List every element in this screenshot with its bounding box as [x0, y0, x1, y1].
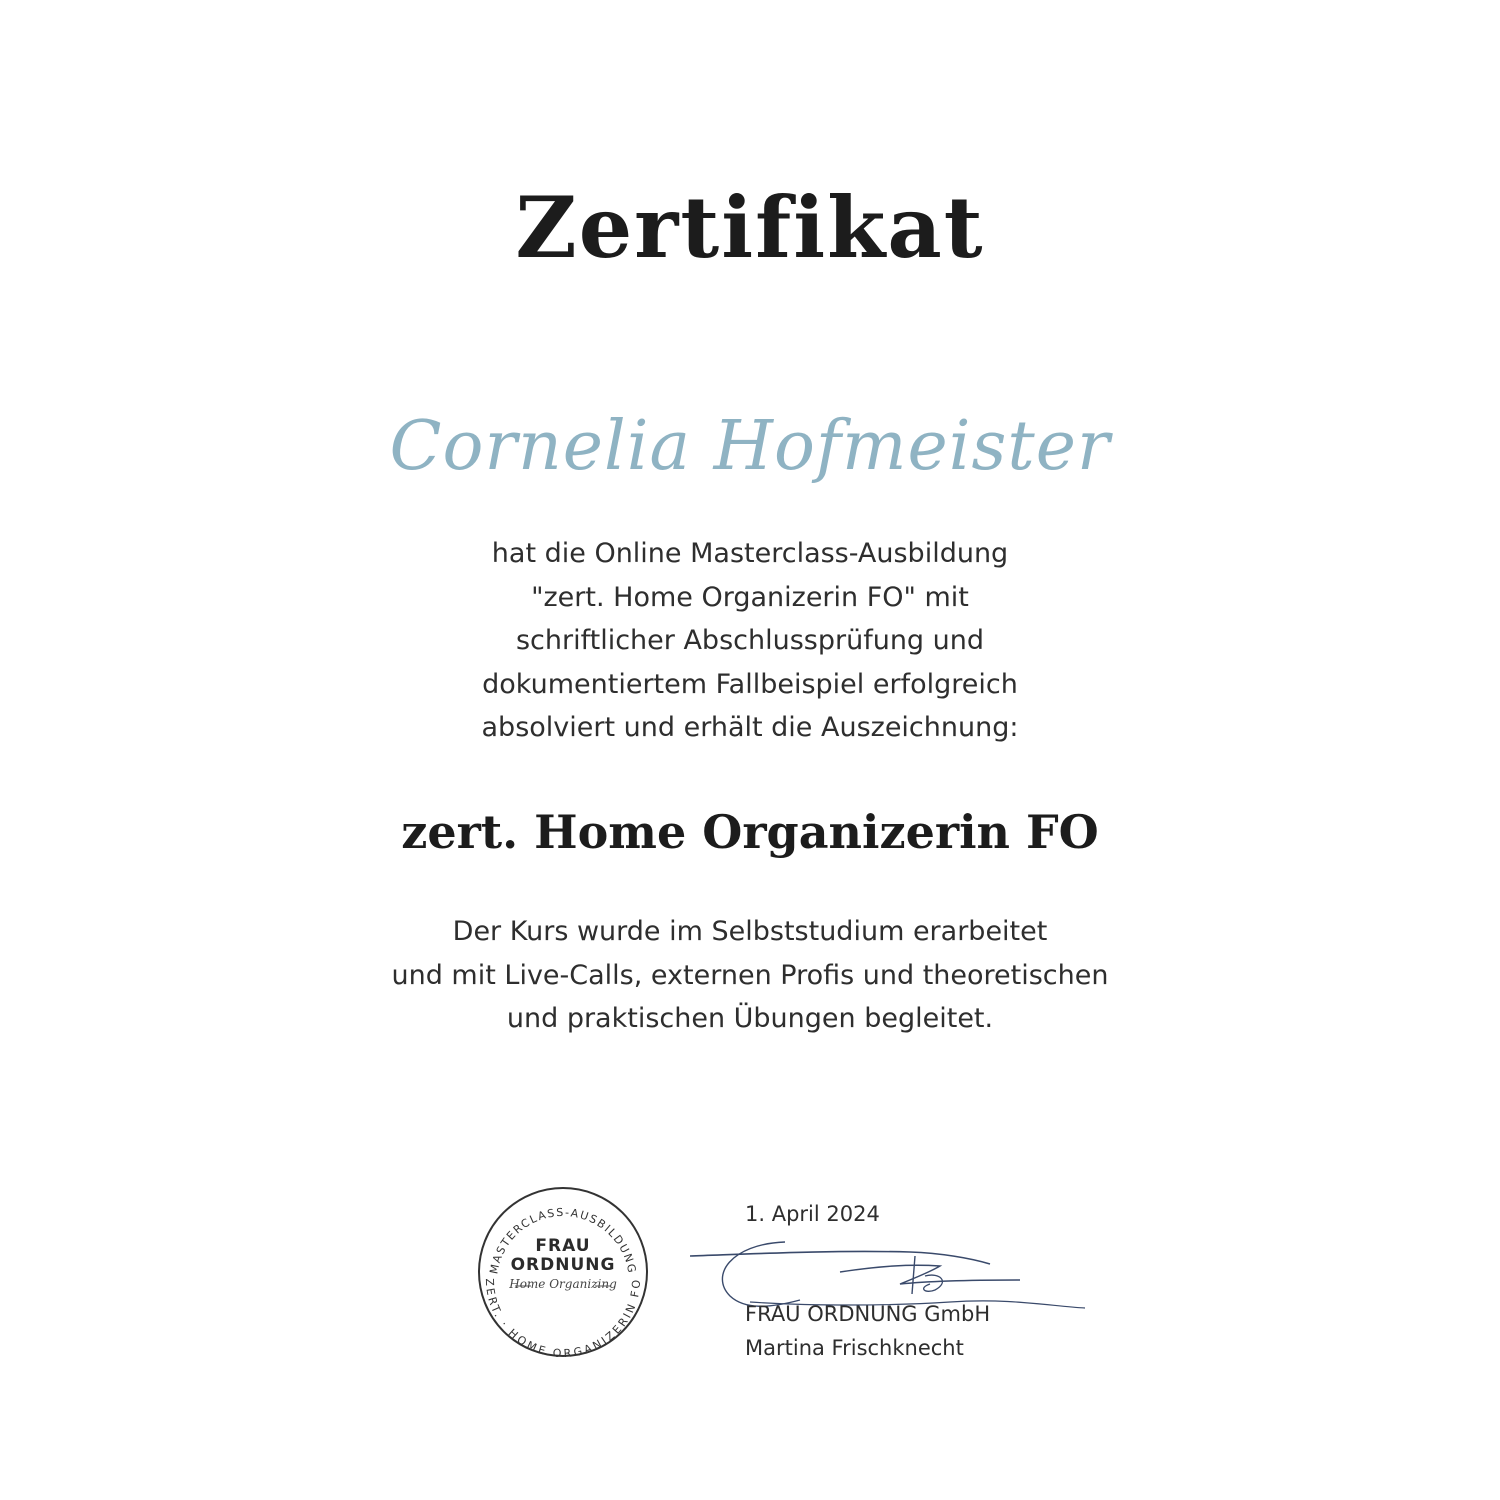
course-line: und praktischen Übungen begleitet. [506, 1003, 994, 1034]
certificate-body [0, 532, 1500, 750]
course-description [0, 910, 1500, 1041]
seal-bottom-arc-text: ZERT. · HOME ORGANIZERIN FO [482, 1278, 644, 1361]
course-line: Der Kurs wurde im Selbststudium erarbeitet [452, 916, 1048, 947]
masterclass-seal [473, 1182, 653, 1362]
body-line: "zert. Home Organizerin FO" mit [531, 581, 969, 613]
seal-brand-line-1: FRAU [535, 1236, 591, 1256]
course-line: und mit Live-Calls, externen Profis und theoretischen [391, 959, 1109, 991]
seal-top-arc-text: MASTERCLASS-AUSBILDUNG [487, 1205, 639, 1276]
award-title: zert. Home Organizerin FO [401, 805, 1099, 859]
issue-date: 1. April 2024 [745, 1202, 880, 1226]
signer-name: Martina Frischknecht [745, 1336, 964, 1360]
company-name: FRAU ORDNUNG GmbH [745, 1302, 991, 1326]
seal-brand-line-2: ORDNUNG [510, 1255, 616, 1275]
body-line: dokumentiertem Fallbeispiel erfolgreich [482, 668, 1018, 700]
body-line: absolviert und erhält die Auszeichnung: [481, 712, 1019, 743]
body-line: hat die Online Masterclass-Ausbildung [491, 538, 1009, 569]
certificate-title: Zertifikat [515, 178, 985, 277]
recipient-name: Cornelia Hofmeister [389, 407, 1111, 486]
seal-script: Home Organizing [509, 1277, 617, 1291]
body-line: schriftlicher Abschlussprüfung und [515, 625, 985, 656]
